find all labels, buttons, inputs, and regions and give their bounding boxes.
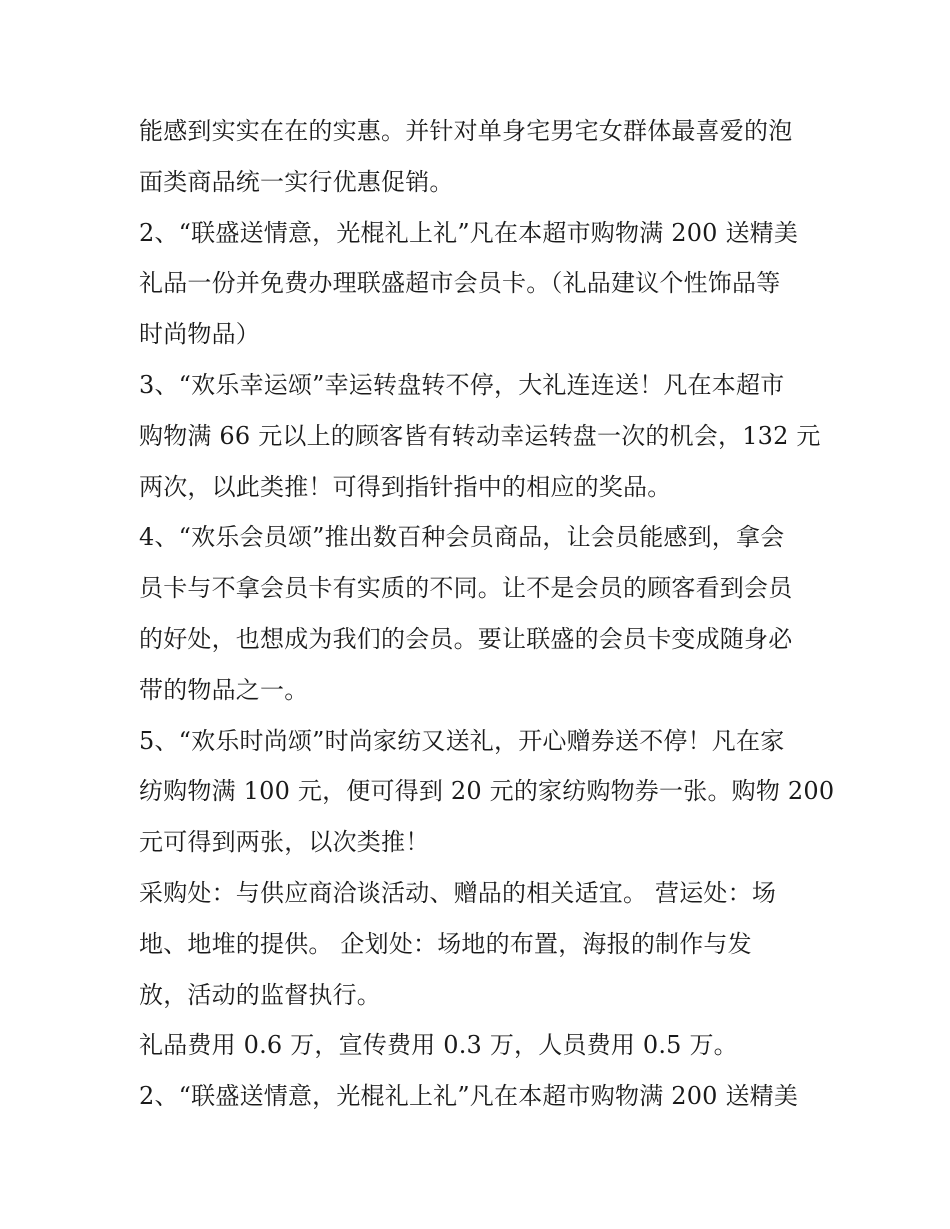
text-line: 员卡与不拿会员卡有实质的不同。让不是会员的顾客看到会员 [139,574,793,603]
text-line: 购物满 66 元以上的顾客皆有转动幸运转盘一次的机会，132 元 [139,421,821,450]
text-line: 面类商品统一实行优惠促销。 [139,167,454,196]
text-line: 能感到实实在在的实惠。并针对单身宅男宅女群体最喜爱的泡 [139,117,793,145]
text-line: 4、“欢乐会员颂”推出数百种会员商品，让会员能感到，拿会 [139,523,785,552]
text-line: 礼品费用 0.6 万，宣传费用 0.3 万，人员费用 0.5 万。 [139,1031,738,1060]
text-line: 纺购物满 100 元，便可得到 20 元的家纺购物券一张。购物 200 [139,777,835,806]
text-line: 礼品一份并免费办理联盛超市会员卡。（礼品建议个性饰品等 [139,269,781,298]
text-line: 元可得到两张，以次类推！ [139,828,430,857]
text-line: 带的物品之一。 [139,675,309,704]
text-line: 2、“联盛送情意，光棍礼上礼”凡在本超市购物满 200 送精美 [139,1082,799,1111]
text-line: 采购处：与供应商洽谈活动、赠品的相关适宜。 营运处：场 [139,878,777,907]
document-page [139,106,835,1122]
text-line: 两次，以此类推！可得到指针指中的相应的奖品。 [139,472,672,501]
text-line: 地、地堆的提供。 企划处：场地的布置，海报的制作与发 [139,929,752,958]
text-line: 的好处，也想成为我们的会员。要让联盛的会员卡变成随身必 [139,624,793,653]
text-line: 时尚物品） [139,320,260,349]
text-line: 5、“欢乐时尚颂”时尚家纺又送礼，开心赠券送不停！凡在家 [139,726,785,755]
text-line: 2、“联盛送情意，光棍礼上礼”凡在本超市购物满 200 送精美 [139,218,799,247]
text-line: 放，活动的监督执行。 [139,980,381,1009]
text-line: 3、“欢乐幸运颂”幸运转盘转不停，大礼连连送！凡在本超市 [139,370,785,399]
